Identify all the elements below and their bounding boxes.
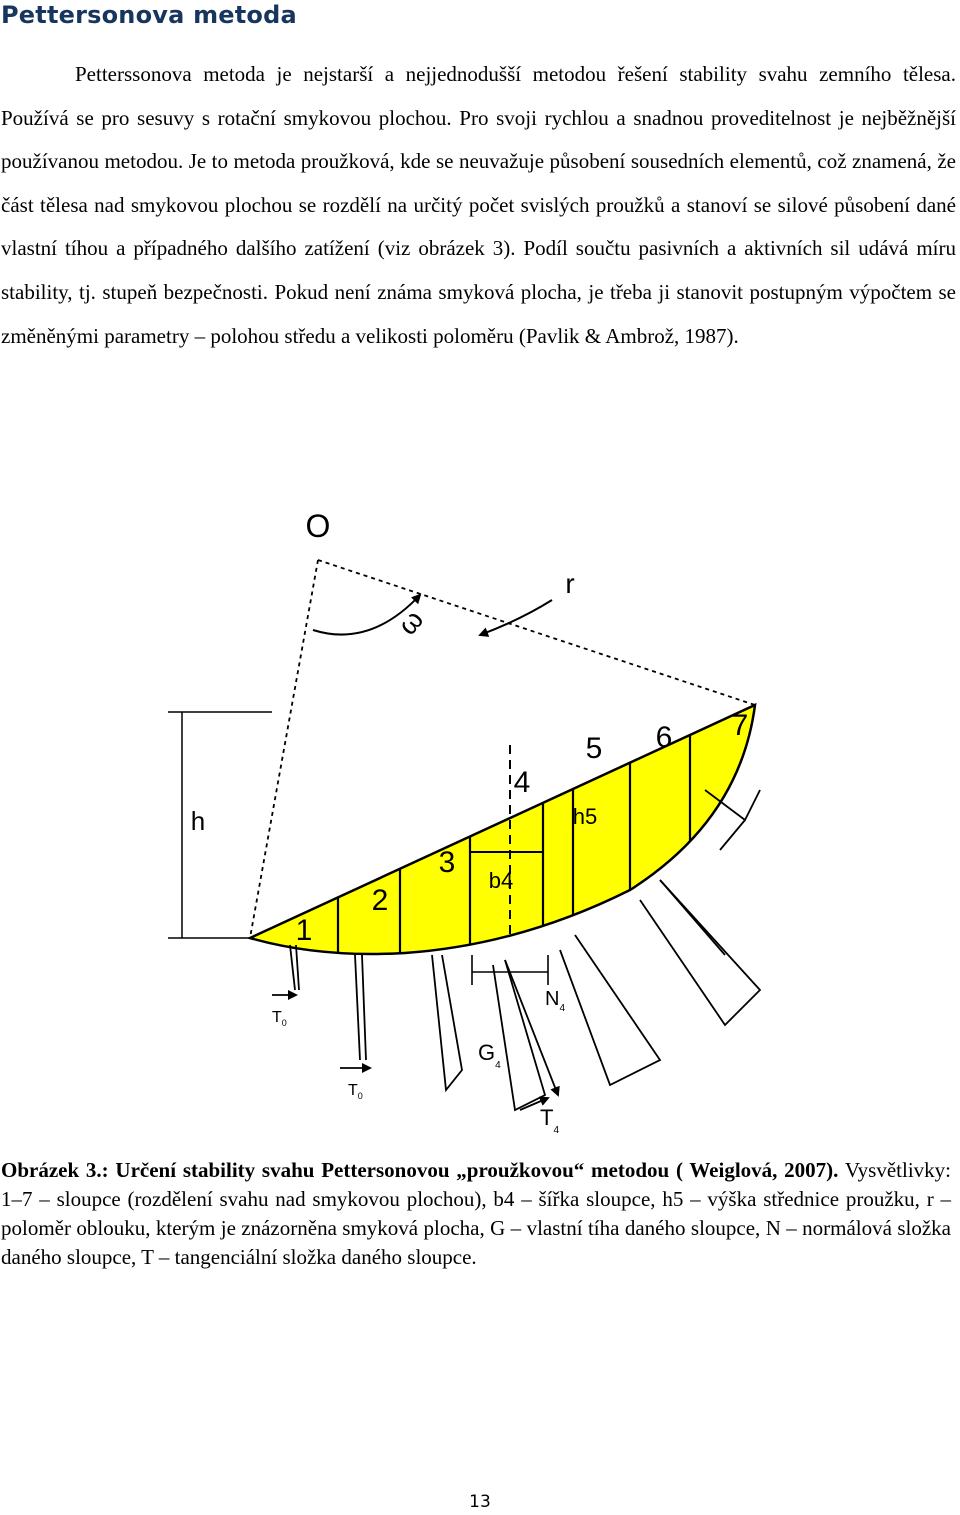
radius-label: r xyxy=(565,568,575,599)
radius-line-right xyxy=(318,560,755,705)
page-number: 13 xyxy=(469,1492,491,1512)
slope-stability-diagram xyxy=(160,495,800,1145)
section-heading: Pettersonova metoda xyxy=(1,1,297,29)
slice-label-7: 7 xyxy=(731,709,749,742)
radius-line-left xyxy=(250,560,318,938)
slice-label-3: 3 xyxy=(438,846,456,879)
tangent-label: $T_4$ xyxy=(540,1105,560,1136)
sliding-body xyxy=(250,705,755,954)
height-label: h xyxy=(190,806,206,836)
slice-label-6: 6 xyxy=(655,721,673,754)
t-mid-label: $T_0$ xyxy=(348,1082,363,1101)
caption-explanation: Vysvětlivky: 1–7 – sloupce (rozdělení svahu nad smykovou plochou), b4 – šířka sloupce, h5 – výška střednice proužku, r – poloměr oblouku, kterým je znázorněna smyková plocha, G – vlastní tíha daného sloupce, N – normálová složka daného sloupce, T – tangenciální složka daného sloupce. xyxy=(1,1158,951,1269)
radius-arrow xyxy=(480,600,552,635)
body-paragraph: Petterssonova metoda je nejstarší a nejjednodušší metodou řešení stability svahu zemního tělesa. Používá se pro sesuvy s rotační smykovou plochou. Pro svoji rychlou a snadnou proveditelnost je nejběžnější používanou metodou. Je to metoda proužková, kde se neuvažuje působení sousedních elementů, což znamená, že část tělesa nad smykovou plochou se rozdělí na určitý počet svislých proužků a stanoví se silové působení dané vlastní tíhou a případného dalšího zatížení (viz obrázek 3). Podíl součtu pasivních a aktivních sil udává míru stability, tj. stupeň bezpečnosti. Pokud není známa smyková plocha, je třeba ji stanovit postupným výpočtem se změněnými parametry – polohou středu a velikosti poloměru (Pavlik & Ambrož, 1987). xyxy=(1,62,956,348)
slice-label-2: 2 xyxy=(371,884,389,917)
normal-label: $N_4$ xyxy=(545,988,566,1014)
slice-label-5: 5 xyxy=(585,732,603,765)
slice-height-label: h5 xyxy=(572,804,598,829)
figure-caption xyxy=(1,1156,951,1272)
weight-label: $G_4$ xyxy=(478,1040,501,1071)
center-label: O xyxy=(305,508,331,544)
figure-petterson-diagram xyxy=(160,495,800,1145)
slice-label-1: 1 xyxy=(295,914,313,947)
angle-label: ω xyxy=(391,603,430,641)
caption-title: Obrázek 3.: Určení stability svahu Pettersonovou „proužkovou“ metodou ( Weiglová, 2007). xyxy=(1,1158,839,1182)
t-left-label: $T_0$ xyxy=(272,1009,287,1028)
slice-width-label: b4 xyxy=(488,868,514,893)
slice-label-4: 4 xyxy=(513,766,531,799)
